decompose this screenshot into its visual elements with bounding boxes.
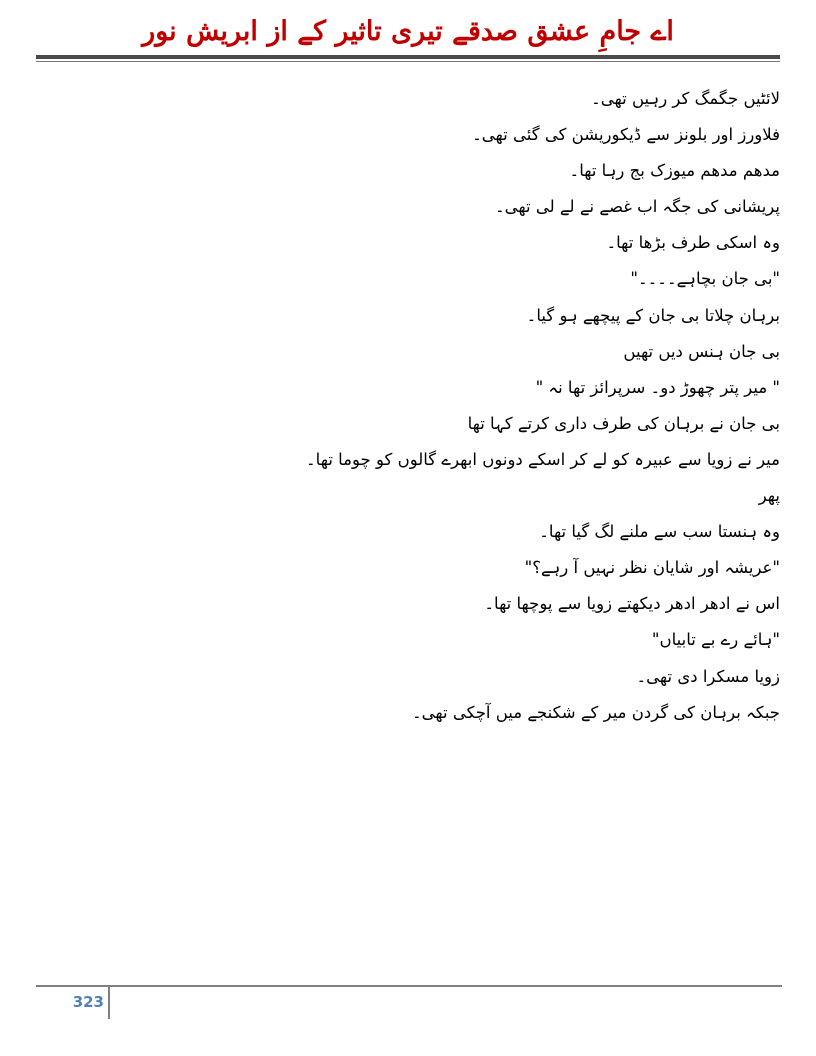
text-line: بی جان ہنس دیں تھیں <box>623 341 780 361</box>
text-line: پریشانی کی جگہ اب غصے نے لے لی تھی۔ <box>494 197 780 217</box>
text-line: بی جان نے برہان کی طرف داری کرتے کہا تھا <box>467 413 780 433</box>
text-line: میر نے زویا سے عبیرہ کو لے کر اسکے دونوں ابھرے گالوں کو چوما تھا۔ <box>306 449 780 469</box>
text-line: لائٹیں جگمگ کر رہیں تھی۔ <box>591 89 780 108</box>
text-line: " میر پتر چھوڑ دو۔ سرپرائز تھا نہ " <box>535 377 780 397</box>
header-rule-thin <box>36 61 780 62</box>
page-number: 323 <box>72 993 104 1011</box>
text-line: "ہائے رے بے تابیاں" <box>651 630 780 650</box>
footer-rule <box>36 985 782 987</box>
body-text <box>36 84 780 734</box>
page-title: اے جامِ عشق صدقے تیری تاثیر کے از ابریش نور <box>142 16 674 47</box>
header-rule <box>36 55 780 59</box>
page-header <box>36 12 780 52</box>
text-line: وہ اسکی طرف بڑھا تھا۔ <box>606 233 780 253</box>
text-line: جبکہ برہان کی گردن میر کے شکنجے میں آچکی تھی۔ <box>411 702 780 722</box>
text-line: برہان چلاتا بی جان کے پیچھے ہو گیا۔ <box>526 305 780 325</box>
text-line: پھر <box>758 486 780 506</box>
text-line: "عریشہ اور شایان نظر نہیں آ رہے؟" <box>524 558 780 578</box>
text-line: وہ ہنستا سب سے ملنے لگ گیا تھا۔ <box>539 522 780 542</box>
text-line: مدھم مدھم میوزک بج رہا تھا۔ <box>569 161 780 181</box>
text-line: اس نے ادھر ادھر دیکھتے زویا سے پوچھا تھا۔ <box>484 594 780 614</box>
text-line: "بی جان بچاہے۔۔۔۔" <box>630 269 780 289</box>
text-line: زویا مسکرا دی تھی۔ <box>636 666 780 686</box>
footer-divider <box>108 987 110 1019</box>
text-line: فلاورز اور بلونز سے ڈیکوریشن کی گئی تھی۔ <box>472 125 780 145</box>
